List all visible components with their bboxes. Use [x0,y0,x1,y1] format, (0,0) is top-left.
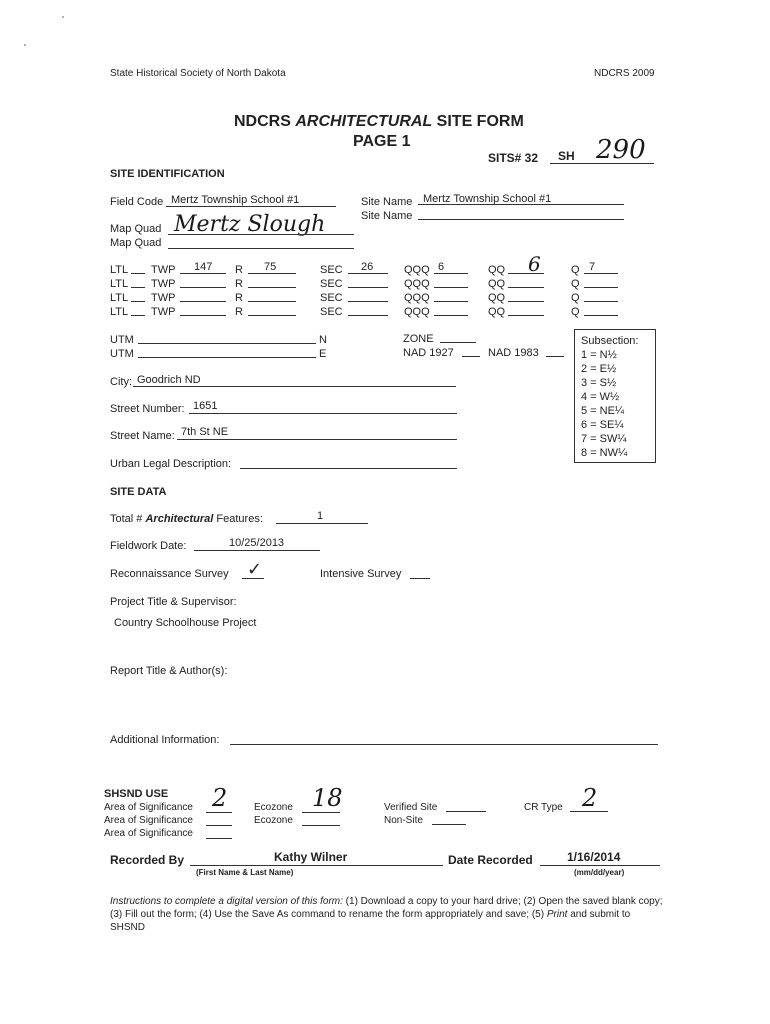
r-label: R [235,306,243,318]
utm-field-1[interactable] [138,343,316,344]
report-label: Report Title & Author(s): [110,665,228,677]
sec-value[interactable]: 26 [361,261,374,273]
city-field[interactable]: Goodrich ND [137,374,201,386]
nad1927-field[interactable] [462,356,480,357]
non-site-label: Non-Site [384,815,423,826]
nad1927-label: NAD 1927 [403,347,454,359]
utm-label-2: UTM [110,348,134,360]
subsection-box [574,329,656,463]
scan-speck [24,44,26,46]
date-recorded-label: Date Recorded [448,853,533,867]
nad1983-field[interactable] [546,356,564,357]
r-label: R [235,264,243,276]
q-label: Q [571,306,580,318]
project-label: Project Title & Supervisor: [110,596,237,608]
twp-label: TWP [151,292,176,304]
sec-label: SEC [320,264,343,276]
map-quad2-field[interactable] [168,248,354,249]
fieldwork-date-label: Fieldwork Date: [110,540,187,552]
ecozone-label-1: Ecozone [254,802,293,813]
instructions-text [110,895,665,934]
q-value[interactable]: 7 [589,261,596,273]
urban-legal-label: Urban Legal Description: [110,458,232,470]
site-data-heading: SITE DATA [110,486,167,498]
map-quad-label: Map Quad [110,223,162,235]
project-field[interactable]: Country Schoolhouse Project [114,617,257,629]
cr-type-label: CR Type [524,802,563,813]
aos-field-2[interactable] [206,825,232,826]
zone-label: ZONE [403,333,434,345]
sits-label: SITS# 32 [488,151,539,165]
utm-n-label: N [319,334,327,346]
header-form-code: NDCRS 2009 [594,68,655,79]
site-identification-heading: SITE IDENTIFICATION [110,168,225,180]
r-value[interactable]: 75 [264,261,277,273]
subsection-item: 5 = NE¼ [581,405,625,417]
instructions-print: Print [546,909,568,920]
intensive-field[interactable] [410,578,430,579]
qq-label: QQ [488,292,506,304]
qq-label: QQ [488,306,506,318]
date-recorded-field[interactable]: 1/16/2014 [567,850,621,864]
ltl-label: LTL [110,264,129,276]
ltl-label: LTL [110,278,129,290]
ltl-label: LTL [110,306,129,318]
verified-site-field[interactable] [446,811,486,812]
street-name-label: Street Name: [110,430,175,442]
site-name2-label: Site Name [361,210,413,222]
subsection-item: 1 = N½ [581,349,617,361]
qqq-label: QQQ [404,306,430,318]
street-number-field[interactable]: 1651 [193,400,218,412]
q-label: Q [571,292,580,304]
ecozone-field-2[interactable] [302,825,340,826]
street-number-label: Street Number: [110,403,185,415]
site-name2-field[interactable] [418,219,624,220]
header-organization: State Historical Society of North Dakota [110,68,286,79]
twp-label: TWP [151,264,176,276]
twp-label: TWP [151,278,176,290]
recorded-by-field[interactable]: Kathy Wilner [274,850,348,864]
ecozone-field-1[interactable]: 18 [312,784,343,812]
subsection-item: 6 = SE¼ [581,419,624,431]
title-italic: ARCHITECTURAL [295,113,433,130]
instructions-intro: Instructions to complete a digital version of this form: [110,896,343,907]
page-label: PAGE 1 [353,133,411,150]
subsection-item: 3 = S½ [581,377,617,389]
utm-label-1: UTM [110,334,134,346]
field-code-field[interactable]: Mertz Township School #1 [171,194,300,206]
instructions-submit: and submit to SHSND [110,909,631,933]
instructions-step1: (1) Download a copy to your hard drive; (2) Open the saved [345,896,610,907]
total-features-label: Total # Architectural Features: [110,513,263,525]
recorded-by-hint: (First Name & Last Name) [196,868,294,877]
subsection-item: 4 = W½ [581,391,620,403]
date-recorded-hint: (mm/dd/year) [574,868,625,877]
recorded-by-label: Recorded By [110,853,185,867]
aos-label-2: Area of Significance [104,815,193,826]
verified-site-label: Verified Site [384,802,438,813]
non-site-field[interactable] [432,824,466,825]
nad1983-label: NAD 1983 [488,347,539,359]
street-name-field[interactable]: 7th St NE [181,426,229,438]
subsection-title: Subsection: [581,335,639,347]
subsection-item: 8 = NW¼ [581,447,628,459]
site-name-label: Site Name [361,196,413,208]
map-quad-field[interactable]: Mertz Slough [174,212,326,237]
twp-value[interactable]: 147 [194,261,213,273]
form-title [234,113,524,131]
additional-info-field[interactable] [230,744,658,745]
sec-label: SEC [320,278,343,290]
intensive-label: Intensive Survey [320,568,402,580]
r-label: R [235,292,243,304]
ecozone-label-2: Ecozone [254,815,293,826]
field-code-label: Field Code [110,196,164,208]
reconnaissance-check[interactable]: ✓ [247,559,263,580]
qqq-value[interactable]: 6 [438,261,445,273]
qqq-label: QQQ [404,292,430,304]
zone-field[interactable] [440,342,476,343]
reconnaissance-label: Reconnaissance Survey [110,568,229,580]
subsection-item: 7 = SW¼ [581,433,627,445]
qq-label: QQ [488,278,506,290]
subsection-item: 2 = E½ [581,363,617,375]
instructions-step2: blank copy; (3) Fill out the form; (4) Use the Save As command to rename the form appropriately and save; (5) [110,896,663,920]
title-prefix: NDCRS [234,113,291,130]
qq-label: QQ [488,264,506,276]
additional-info-label: Additional Information: [110,734,220,746]
aos-field-3[interactable] [206,838,232,839]
aos-label-1: Area of Significance [104,802,193,813]
aos-label-3: Area of Significance [104,828,193,839]
fieldwork-date-field[interactable]: 10/25/2013 [229,537,285,549]
scan-speck [62,16,64,18]
qq-value[interactable]: 6 [528,252,541,276]
qqq-label: QQQ [404,264,430,276]
urban-legal-field[interactable] [240,468,457,469]
utm-field-2[interactable] [138,357,316,358]
city-label: City: [110,376,132,388]
total-features-field[interactable]: 1 [317,510,324,522]
map-quad2-label: Map Quad [110,237,162,249]
sits-county[interactable]: SH [558,149,575,163]
cr-type-field[interactable]: 2 [582,784,598,812]
r-label: R [235,278,243,290]
q-label: Q [571,264,580,276]
utm-e-label: E [319,348,327,360]
ltl-label: LTL [110,292,129,304]
title-suffix: SITE FORM [436,113,524,130]
sits-number[interactable]: 290 [596,135,646,165]
sec-label: SEC [320,292,343,304]
sec-label: SEC [320,306,343,318]
qqq-label: QQQ [404,278,430,290]
q-label: Q [571,278,580,290]
twp-label: TWP [151,306,176,318]
site-name-field[interactable]: Mertz Township School #1 [423,193,552,205]
shsnd-heading: SHSND USE [104,788,169,800]
aos-field-1[interactable]: 2 [212,784,228,812]
